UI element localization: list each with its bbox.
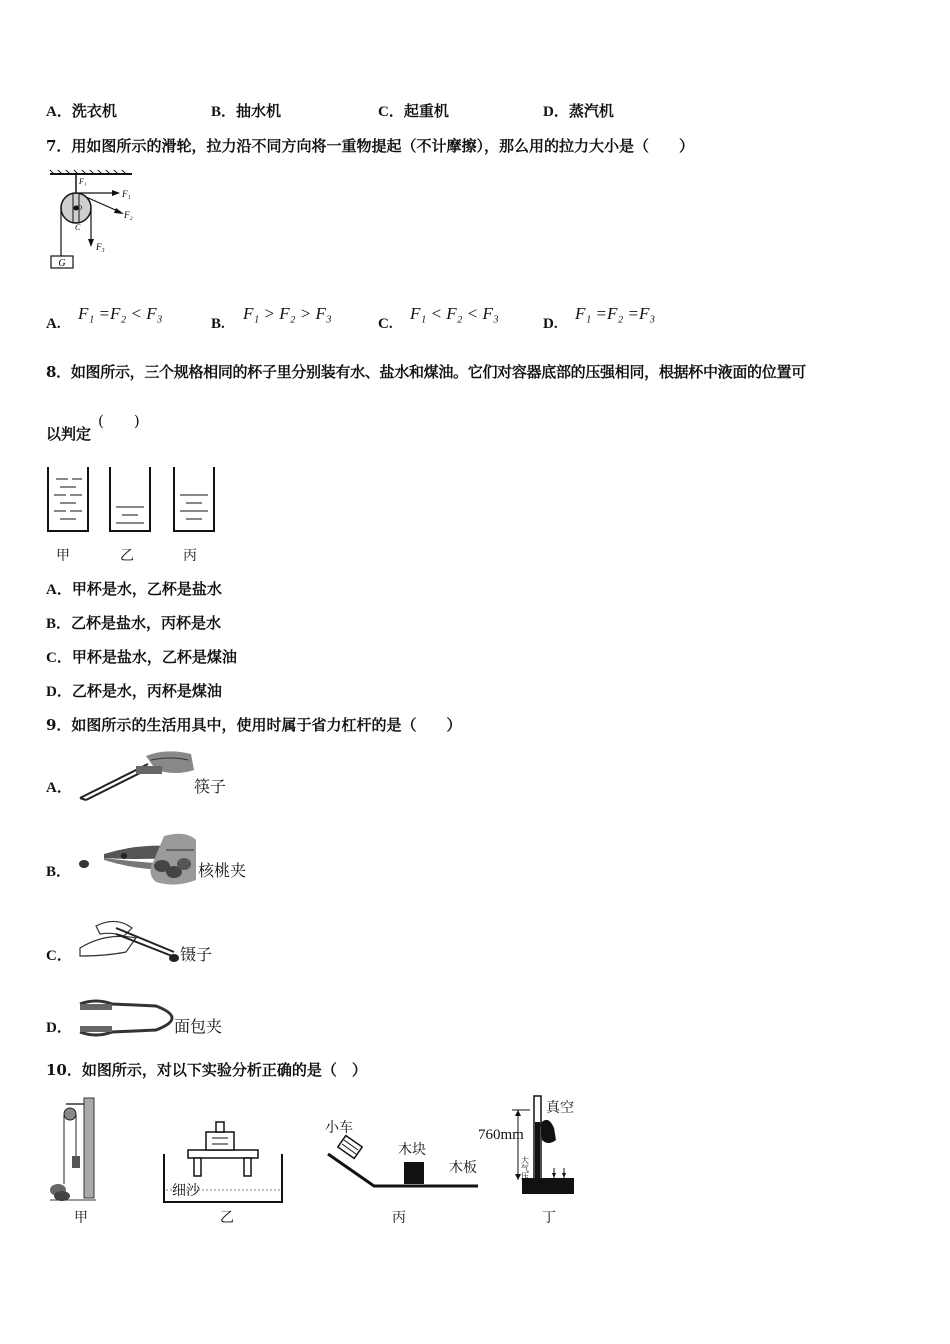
q7-pulley-figure [46,170,146,275]
q7-f2-label: F₂ [124,210,133,220]
q10-stem: 10．如图所示，对以下实验分析正确的是（ ） [46,1061,367,1079]
q9-option-b-label: 核桃夹 [198,861,247,880]
q8-option-b: B．乙杯是盐水，丙杯是水 [46,614,222,632]
q9-option-c-label: 镊子 [180,945,213,964]
q7-center-label: C [75,223,81,232]
q10-caption-jia: 甲 [74,1210,88,1226]
q10-caption-yi: 乙 [220,1210,234,1226]
q8-option-d: D．乙杯是水，丙杯是煤油 [46,682,222,700]
q10-annotation-cart: 小车 [325,1120,353,1136]
q9-option-b-letter: B． [46,864,72,880]
q6-option-a: A．洗衣机 [46,102,117,120]
q8-stem-line2: 以判定 [46,425,92,443]
q9-nutcracker-image [76,830,198,888]
q6-option-c: C．起重机 [378,102,449,120]
q6-option-b: B．抽水机 [211,102,282,120]
q9-option-c-letter: C． [46,948,72,964]
q10-caption-bing: 丙 [392,1210,406,1226]
q8-cup-label-bing: 丙 [183,548,197,564]
q8-cup-bing [174,467,214,531]
q8-option-c: C．甲杯是盐水，乙杯是煤油 [46,648,237,666]
q6-option-d: D．蒸汽机 [543,102,614,120]
q8-cup-label-yi: 乙 [120,548,134,564]
q10-annotation-atm: 大气压 [520,1156,530,1180]
q8-cup-jia [48,467,88,531]
q8-cup-label-jia: 甲 [56,548,70,564]
q8-cup-yi [110,467,150,531]
q8-option-a: A．甲杯是水，乙杯是盐水 [46,580,222,598]
q7-stem: 7．用如图所示的滑轮，拉力沿不同方向将一重物提起（不计摩擦），那么用的拉力大小是（ ） [46,137,694,155]
q8-stem-line1: 8．如图所示，三个规格相同的杯子里分别装有水、盐水和煤油。它们对容器底部的压强相同，根据杯中液面的位置可 [46,363,806,381]
q9-option-d-label: 面包夹 [174,1017,223,1036]
q7-weight-label: G [58,258,66,269]
q9-tongs-image [76,996,174,1040]
q7-top-label: F₁ [79,177,87,186]
q8-cups-figure [46,467,221,537]
q9-chopsticks-image [76,748,196,804]
q9-option-a-label: 筷子 [194,777,227,796]
q9-stem: 9．如图所示的生活用具中，使用时属于省力杠杆的是（ ） [46,716,462,734]
q9-tweezers-image [76,912,186,968]
q10-annotation-vacuum: 真空 [546,1100,574,1116]
q7-f3-label: F₃ [96,242,105,252]
q10-annotation-board: 木板 [449,1160,477,1176]
q7-axle-label: O [77,204,83,212]
q10-annotation-sand: 细沙 [172,1183,200,1199]
q8-paren: ( ) [98,412,140,430]
q9-option-d-letter: D． [46,1020,72,1036]
q10-annotation-block: 木块 [398,1142,426,1158]
q10-caption-ding: 丁 [542,1210,556,1226]
q9-option-a-letter: A． [46,780,72,796]
q10-figure-jia [46,1096,100,1204]
q7-f1-label: F₁ [122,189,131,199]
q10-annotation-760mm: 760mm [478,1127,524,1143]
